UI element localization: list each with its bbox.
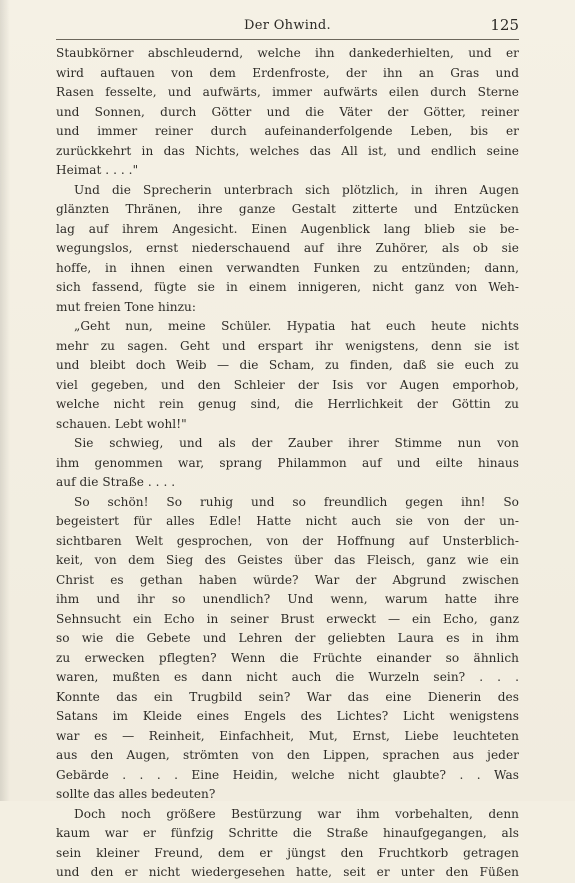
text-line: hoffe, in ihnen einen verwandten Funken zu entzünden; dann, xyxy=(56,260,519,275)
text-line: begeistert für alles Edle! Hatte nicht auch sie von der un- xyxy=(56,514,519,528)
text-line: wird auftauen von dem Erdenfroste, der ihn an Gras und xyxy=(56,65,519,80)
text-line: sein kleiner Freund, dem er jüngst den Fruchtkorb getragen xyxy=(56,845,519,860)
text-line: auf die Straße . . . . xyxy=(56,475,176,489)
text-line: kaum war er fünfzig Schritte die Straße hinaufgegangen, als xyxy=(56,826,519,840)
text-line: waren, mußten es dann nicht auch die Wurzeln sein? . . . xyxy=(56,670,519,684)
text-line: Staubkörner abschleudernd, welche ihn dankederhielten, und er xyxy=(56,46,519,60)
text-line: „Geht nun, meine Schüler. Hypatia hat euch heute nichts xyxy=(74,319,519,333)
text-line: lag auf ihrem Angesicht. Einen Augenblick lang blieb sie be- xyxy=(56,221,519,236)
text-line: Konnte das ein Trugbild sein? War das eine Dienerin des xyxy=(56,689,519,704)
text-line: und Sonnen, durch Götter und die Väter der Götter, reiner xyxy=(56,104,519,119)
text-line: welche nicht rein genug sind, die Herrlichkeit der Göttin zu xyxy=(56,397,519,411)
header-rule xyxy=(56,39,519,40)
text-line: ihm und ihr so unendlich? Und wenn, warum hatte ihre xyxy=(56,592,519,606)
text-line: Christ es gethan haben würde? War der Abgrund zwischen xyxy=(56,572,519,587)
text-line: Gebärde . . . . Eine Heidin, welche nicht glaubte? . . Was xyxy=(56,767,519,782)
text-line: und immer reiner durch aufeinanderfolgende Leben, bis er xyxy=(56,124,519,138)
text-line: mut freien Tone hinzu: xyxy=(56,299,197,314)
text-line: Und die Sprecherin unterbrach sich plötzlich, in ihren Augen xyxy=(74,182,519,197)
text-line: Sehnsucht ein Echo in seiner Brust erweckt — ein Echo, ganz xyxy=(56,611,519,626)
text-line: So schön! So ruhig und so freundlich gegen ihn! So xyxy=(74,494,519,509)
text-line: Heimat . . . ." xyxy=(56,163,139,177)
text-line: sich fassend, fügte sie in einem innigeren, nicht ganz von Weh- xyxy=(56,280,519,294)
text-line: war es — Reinheit, Einfachheit, Mut, Ernst, Liebe leuchteten xyxy=(56,728,519,743)
text-line: ihm genommen war, sprang Philammon auf und eilte hinaus xyxy=(56,455,519,470)
text-line: und den er nicht wiedergesehen hatte, seit er unter den Füßen xyxy=(56,865,519,879)
text-line: Doch noch größere Bestürzung war ihm vorbehalten, denn xyxy=(74,806,519,821)
text-line: und bleibt doch Weib — die Scham, zu finden, daß sie euch zu xyxy=(56,358,519,372)
text-line: schauen. Lebt wohl!" xyxy=(56,416,187,431)
text-line: sollte das alles bedeuten? xyxy=(56,787,216,801)
text-line: Satans im Kleide eines Engels des Lichtes? Licht wenigstens xyxy=(56,709,519,723)
text-line: viel gegeben, und den Schleier der Isis vor Augen emporhob, xyxy=(56,377,519,392)
text-line: Sie schwieg, und als der Zauber ihrer Stimme nun von xyxy=(74,436,519,450)
text-line: aus den Augen, strömten von den Lippen, sprachen aus jeder xyxy=(56,748,519,762)
text-line: wegungslos, ernst niederschauend auf ihre Zuhörer, als ob sie xyxy=(56,241,519,255)
text-line: so wie die Gebete und Lehren der geliebten Laura es in ihm xyxy=(56,631,519,645)
page-header xyxy=(56,14,519,40)
running-title: Der Ohwind. xyxy=(244,18,331,33)
text-line: zurückkehrt in das Nichts, welches das All ist, und endlich seine xyxy=(56,143,519,158)
text-line: zu erwecken pflegten? Wenn die Früchte einander so ähnlich xyxy=(56,650,519,665)
text-line: sichtbaren Welt gesprochen, von der Hoffnung auf Unsterblich- xyxy=(56,533,519,548)
text-line: Rasen fesselte, und aufwärts, immer aufwärts eilen durch Sterne xyxy=(56,85,519,99)
gutter-shadow xyxy=(0,0,10,801)
page-number: 125 xyxy=(490,16,519,34)
text-line: glänzten Thränen, ihre ganze Gestalt zitterte und Entzücken xyxy=(56,202,519,216)
text-line: keit, von dem Sieg des Geistes über das Fleisch, ganz wie ein xyxy=(56,553,519,567)
body-text xyxy=(56,44,519,883)
text-line: mehr zu sagen. Geht und erspart ihr wenigstens, denn sie ist xyxy=(56,338,519,353)
